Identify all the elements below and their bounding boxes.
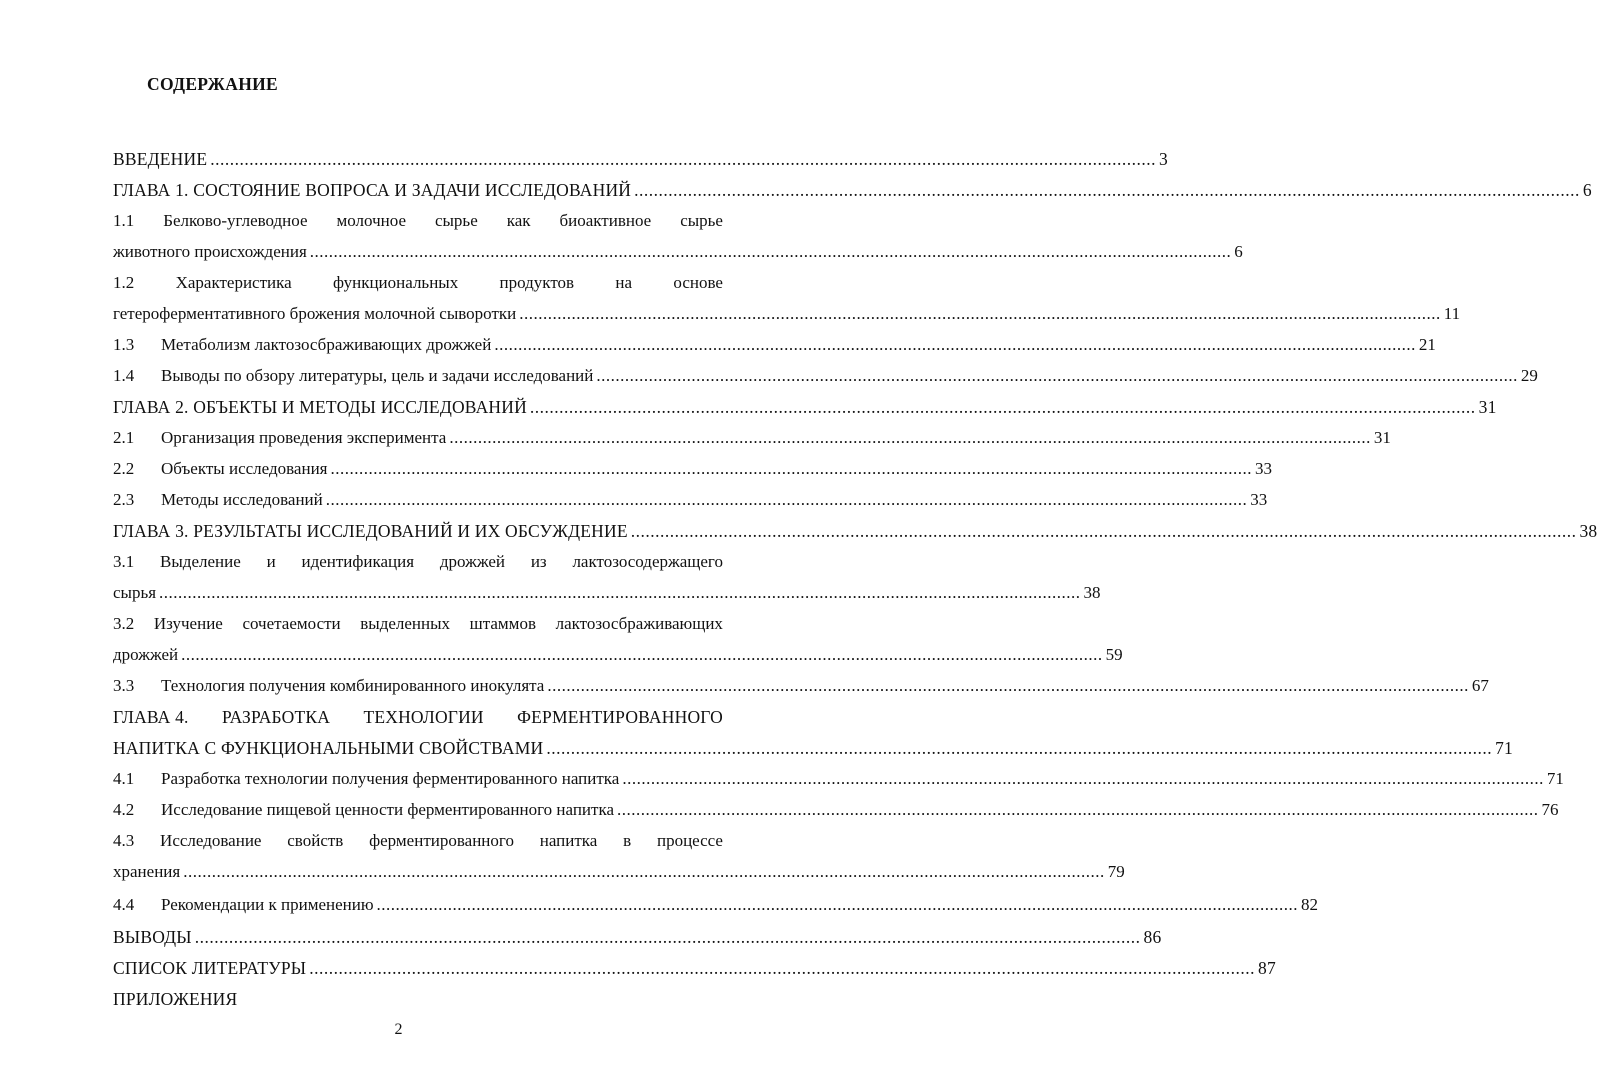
toc-word: Выделение bbox=[160, 552, 241, 571]
dot-leader bbox=[494, 333, 1416, 357]
toc-entry-appendix bbox=[113, 987, 723, 1011]
dot-leader bbox=[159, 581, 1081, 605]
toc-title: сырья bbox=[113, 583, 157, 602]
toc-word: Изучение bbox=[153, 614, 223, 633]
toc-title: ГЛАВА 3. РЕЗУЛЬТАТЫ ИССЛЕДОВАНИЙ И ИХ ОБСУЖДЕНИЕ bbox=[113, 521, 628, 541]
toc-title: гетероферментативного брожения молочной сыворотки bbox=[113, 304, 517, 323]
toc-word: в bbox=[623, 831, 632, 850]
toc-number: 4.4 bbox=[113, 895, 135, 914]
toc-entry-references bbox=[113, 956, 1276, 980]
toc-word: Белково-углеводное bbox=[163, 211, 308, 230]
toc-page: 59 bbox=[1105, 645, 1123, 664]
dot-leader bbox=[449, 426, 1371, 450]
toc-entry-2-2 bbox=[113, 457, 1272, 481]
toc-entry-3-2 bbox=[113, 612, 723, 636]
toc-title: ПРИЛОЖЕНИЯ bbox=[113, 989, 238, 1009]
dot-leader bbox=[326, 488, 1248, 512]
toc-word: РАЗРАБОТКА bbox=[221, 707, 331, 727]
toc-word: Исследование bbox=[160, 831, 262, 850]
toc-word: выделенных bbox=[360, 614, 451, 633]
toc-title: НАПИТКА С ФУНКЦИОНАЛЬНЫМИ СВОЙСТВАМИ bbox=[113, 738, 544, 758]
toc-word: молочное bbox=[336, 211, 406, 230]
toc-entry-4-1 bbox=[113, 767, 1564, 791]
toc-title: хранения bbox=[113, 862, 181, 881]
toc-title: Организация проведения эксперимента bbox=[161, 428, 447, 447]
toc-page: 29 bbox=[1520, 366, 1538, 385]
dot-leader bbox=[617, 798, 1539, 822]
dot-leader bbox=[310, 240, 1232, 264]
toc-page: 87 bbox=[1258, 958, 1276, 978]
toc-word: напитка bbox=[539, 831, 598, 850]
toc-entry-chapter-4-cont bbox=[113, 736, 1513, 760]
toc-title: Рекомендации к применению bbox=[161, 895, 374, 914]
toc-number: 2.2 bbox=[113, 459, 135, 478]
toc-title: Методы исследований bbox=[161, 490, 323, 509]
toc-entry-4-3 bbox=[113, 829, 723, 853]
toc-word: идентификация bbox=[301, 552, 415, 571]
dot-leader bbox=[330, 457, 1252, 481]
dot-leader bbox=[547, 674, 1469, 698]
toc-word: дрожжей bbox=[439, 552, 506, 571]
page-title: СОДЕРЖАНИЕ bbox=[147, 74, 279, 94]
toc-entry-1-3 bbox=[113, 333, 1436, 357]
toc-number: 1.2 bbox=[113, 273, 135, 292]
toc-page: 33 bbox=[1254, 459, 1272, 478]
toc-number: 1.1 bbox=[113, 211, 135, 230]
toc-word: продуктов bbox=[499, 273, 575, 292]
dot-leader bbox=[210, 147, 1156, 171]
toc-page: 82 bbox=[1301, 895, 1319, 914]
toc-word: ферментированного bbox=[369, 831, 514, 850]
toc-title: Технология получения комбинированного инокулята bbox=[161, 676, 545, 695]
toc-word: ГЛАВА 4. bbox=[113, 707, 189, 727]
toc-word: на bbox=[615, 273, 633, 292]
toc-page: 71 bbox=[1546, 769, 1564, 788]
toc-page: 11 bbox=[1443, 304, 1461, 323]
toc-number: 3.1 bbox=[113, 552, 135, 571]
toc-title: ВЫВОДЫ bbox=[113, 927, 192, 947]
toc-entry-1-4 bbox=[113, 364, 1538, 388]
dot-leader bbox=[631, 519, 1577, 543]
toc-entry-chapter-1 bbox=[113, 178, 1592, 202]
toc-number: 4.3 bbox=[113, 831, 135, 850]
toc-title: ВВЕДЕНИЕ bbox=[113, 149, 208, 169]
toc-title: дрожжей bbox=[113, 645, 179, 664]
toc-title: СПИСОК ЛИТЕРАТУРЫ bbox=[113, 958, 307, 978]
toc-word: сочетаемости bbox=[242, 614, 341, 633]
toc-title: Выводы по обзору литературы, цель и задачи исследований bbox=[161, 366, 594, 385]
toc-entry-2-1 bbox=[113, 426, 1391, 450]
toc-word: процессе bbox=[656, 831, 723, 850]
toc-word: основе bbox=[673, 273, 723, 292]
toc-entry-chapter-4 bbox=[113, 705, 723, 729]
toc-page: 21 bbox=[1418, 335, 1436, 354]
dot-leader bbox=[596, 364, 1518, 388]
toc-title: ГЛАВА 1. СОСТОЯНИЕ ВОПРОСА И ЗАДАЧИ ИССЛЕДОВАНИЙ bbox=[113, 180, 632, 200]
toc-number: 4.1 bbox=[113, 769, 135, 788]
toc-title: животного происхождения bbox=[113, 242, 307, 261]
toc-word: лактозосбраживающих bbox=[555, 614, 723, 633]
toc-number: 3.2 bbox=[113, 614, 135, 633]
toc-number: 2.1 bbox=[113, 428, 135, 447]
toc-title: Исследование пищевой ценности ферментированного напитка bbox=[161, 800, 614, 819]
dot-leader bbox=[181, 643, 1103, 667]
toc-word: функциональных bbox=[333, 273, 459, 292]
toc-word: и bbox=[266, 552, 276, 571]
toc-entry-4-4 bbox=[113, 893, 1319, 917]
toc-word: штаммов bbox=[469, 614, 536, 633]
toc-page: 79 bbox=[1107, 862, 1125, 881]
dot-leader bbox=[183, 860, 1105, 884]
toc-entry-3-3 bbox=[113, 674, 1489, 698]
toc-word: как bbox=[506, 211, 531, 230]
toc-page: 38 bbox=[1083, 583, 1101, 602]
toc-word: ФЕРМЕНТИРОВАННОГО bbox=[517, 707, 723, 727]
toc-title: Разработка технологии получения ферментированного напитка bbox=[161, 769, 620, 788]
toc-page: 31 bbox=[1373, 428, 1391, 447]
toc-title: Метаболизм лактозосбраживающих дрожжей bbox=[161, 335, 492, 354]
toc-number: 3.3 bbox=[113, 676, 135, 695]
toc-page: 76 bbox=[1541, 800, 1559, 819]
toc-entry-chapter-2 bbox=[113, 395, 1497, 419]
toc-entry-3-1-cont bbox=[113, 581, 1101, 605]
toc-title: Объекты исследования bbox=[161, 459, 328, 478]
toc-entry-conclusions bbox=[113, 925, 1162, 949]
toc-page: 71 bbox=[1495, 738, 1513, 758]
dot-leader bbox=[622, 767, 1544, 791]
toc-word: из bbox=[530, 552, 547, 571]
toc-page: 86 bbox=[1143, 927, 1162, 947]
toc-title: ГЛАВА 2. ОБЪЕКТЫ И МЕТОДЫ ИССЛЕДОВАНИЙ bbox=[113, 397, 527, 417]
toc-entry-3-1 bbox=[113, 550, 723, 574]
toc-entry-4-2 bbox=[113, 798, 1559, 822]
toc-word: сырье bbox=[680, 211, 723, 230]
toc-number: 2.3 bbox=[113, 490, 135, 509]
toc-entry-3-2-cont bbox=[113, 643, 1123, 667]
toc-word: лактозосодержащего bbox=[572, 552, 723, 571]
toc-number: 4.2 bbox=[113, 800, 135, 819]
toc-word: Характеристика bbox=[175, 273, 292, 292]
toc-entry-4-3-cont bbox=[113, 860, 1125, 884]
toc-page: 31 bbox=[1478, 397, 1497, 417]
toc-page: 3 bbox=[1158, 149, 1168, 169]
toc-page: 38 bbox=[1579, 521, 1597, 541]
toc-word: свойств bbox=[287, 831, 344, 850]
toc-entry-1-1 bbox=[113, 209, 723, 233]
toc-entry-2-3 bbox=[113, 488, 1268, 512]
toc-number: 1.4 bbox=[113, 366, 135, 385]
dot-leader bbox=[634, 178, 1580, 202]
dot-leader bbox=[546, 736, 1492, 760]
dot-leader bbox=[530, 395, 1476, 419]
toc-page: 6 bbox=[1582, 180, 1592, 200]
toc-page: 67 bbox=[1471, 676, 1489, 695]
toc-page: 33 bbox=[1250, 490, 1268, 509]
dot-leader bbox=[519, 302, 1441, 326]
dot-leader bbox=[195, 925, 1141, 949]
toc-word: сырье bbox=[434, 211, 478, 230]
toc-number: 1.3 bbox=[113, 335, 135, 354]
toc-entry-1-2-cont bbox=[113, 302, 1461, 326]
toc-word: биоактивное bbox=[559, 211, 652, 230]
page-number: 2 bbox=[394, 1021, 403, 1038]
dot-leader bbox=[377, 893, 1299, 917]
toc-entry-1-2 bbox=[113, 271, 723, 295]
toc-entry-1-1-cont bbox=[113, 240, 1243, 264]
toc-entry-intro bbox=[113, 147, 1168, 171]
toc-page: 6 bbox=[1234, 242, 1243, 261]
toc-entry-chapter-3 bbox=[113, 519, 1597, 543]
toc-word: ТЕХНОЛОГИИ bbox=[363, 707, 484, 727]
dot-leader bbox=[309, 956, 1255, 980]
